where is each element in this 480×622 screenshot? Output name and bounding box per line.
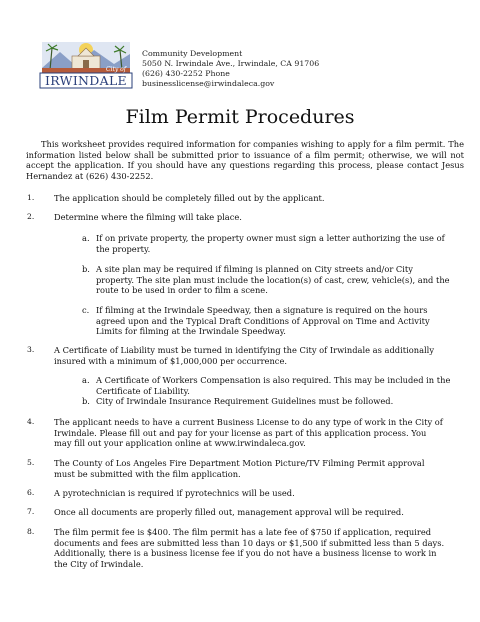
- sub-item-text: If filming at the Irwindale Speedway, then a signature is required on the hours agreed upon and the Typical Draft Conditions of Approval on Time and Activity Limits for filming at the Irwindale Speedway.: [96, 305, 430, 337]
- item-text: Determine where the filming will take place.: [54, 212, 242, 222]
- item-text: The County of Los Angeles Fire Department Motion Picture/TV Filming Permit approval must be submitted with the film application.: [54, 458, 425, 479]
- sub-item-text: A Certificate of Workers Compensation is also required. This may be included in the Certificate of Liability.: [96, 375, 451, 396]
- logo-name-text: IRWINDALE: [45, 73, 127, 88]
- address: 5050 N. Irwindale Ave., Irwindale, CA 91706: [142, 59, 320, 69]
- item-number: 7.: [27, 507, 35, 516]
- city-logo: [38, 40, 134, 90]
- sub-item-letter: b.: [82, 264, 90, 274]
- sub-item-text: City of Irwindale Insurance Requirement Guidelines must be followed.: [96, 396, 394, 406]
- sub-item-letter: c.: [82, 305, 90, 315]
- item-text: The applicant needs to have a current Business License to do any type of work in the City of Irwindale. Please fill out and pay for your license as part of this application process. You may fill out your application online at www.irwindaleca.gov.: [54, 417, 443, 449]
- item-number: 3.: [27, 345, 35, 354]
- item-number: 1.: [27, 193, 35, 202]
- item-number: 5.: [27, 458, 35, 467]
- logo-small-text: City of: [105, 66, 127, 73]
- sub-item-letter: a.: [82, 375, 90, 385]
- intro-paragraph: This worksheet provides required information for companies wishing to apply for a film permit. The information listed below shall be submitted prior to issuance of a film permit; otherwise, we will not accept the application. If you should have any questions regarding this process, please contact Jesus Hernandez at (626) 430-2252.: [26, 139, 464, 181]
- item-text: The application should be completely filled out by the applicant.: [54, 193, 325, 203]
- email: businesslicense@irwindaleca.gov: [142, 79, 275, 89]
- item-number: 4.: [27, 417, 35, 426]
- item-text: A pyrotechnician is required if pyrotechnics will be used.: [54, 488, 295, 498]
- item-number: 2.: [27, 212, 35, 221]
- item-number: 6.: [27, 488, 35, 497]
- sub-item-text: A site plan may be required if filming is planned on City streets and/or City property. The site plan must include the location(s) of cast, crew, vehicle(s), and the route to be used in order to film a scene.: [96, 264, 450, 296]
- item-text: The film permit fee is $400. The film permit has a late fee of $750 if application, required documents and fees are submitted less than 10 days or $1,500 if submitted less than 5 days. Additionally, there is a business license fee if you do not have a business license to work in the City of Irwindale.: [54, 527, 445, 569]
- sub-item-letter: a.: [82, 233, 90, 243]
- sub-item-letter: b.: [82, 396, 90, 406]
- item-text: A Certificate of Liability must be turned in identifying the City of Irwindale as additionally insured with a minimum of $1,000,000 per occurrence.: [54, 345, 435, 366]
- phone: (626) 430-2252 Phone: [142, 69, 230, 79]
- item-text: Once all documents are properly filled out, management approval will be required.: [54, 507, 404, 517]
- page-title: Film Permit Procedures: [125, 106, 355, 128]
- item-number: 8.: [27, 527, 35, 536]
- department-name: Community Development: [142, 49, 243, 58]
- contact-block: [142, 49, 319, 89]
- sub-item-text: If on private property, the property owner must sign a letter authorizing the use of the property.: [96, 233, 445, 254]
- city-seal-icon: [38, 40, 134, 90]
